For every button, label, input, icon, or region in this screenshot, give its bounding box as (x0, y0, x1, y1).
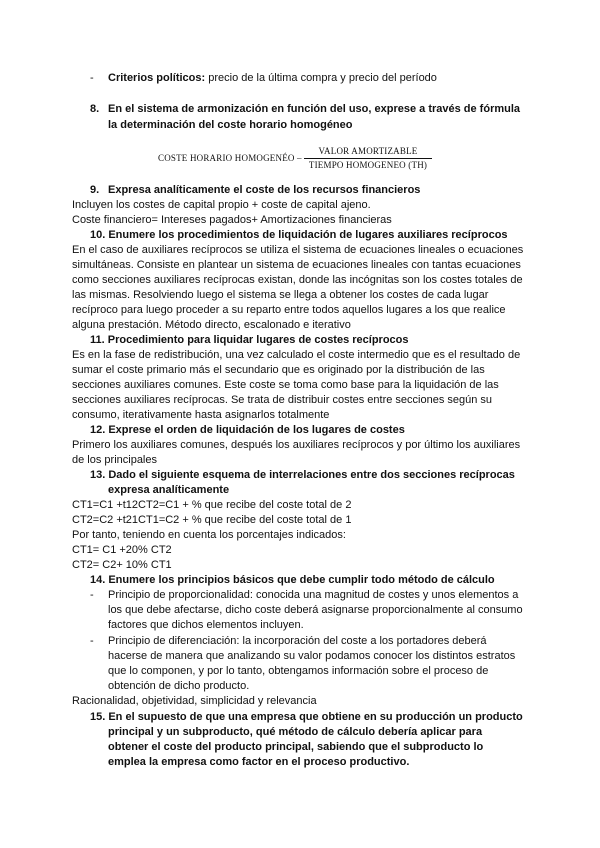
formula-fraction (304, 146, 432, 171)
bullet-dash: - (90, 589, 94, 601)
question-title: la determinación del coste horario homogéneo (108, 119, 353, 131)
question-title: 13. Dado el siguiente esquema de interrelaciones entre dos secciones recíprocas (90, 469, 515, 481)
formula-lhs: COSTE HORARIO HOMOGENÉO – (158, 153, 302, 163)
answer-line: consumo, iterativamente hasta asignarlos totalmente (72, 409, 330, 421)
formula-numerator: VALOR AMORTIZABLE (318, 146, 418, 156)
bullet-line: Principio de proporcionalidad: conocida una magnitud de costes y unos elementos a (108, 589, 519, 601)
bullet-bold-label: Criterios políticos: (108, 72, 206, 84)
bullet-line: los que debe afectarse, dicho coste deberá asignarse proporcionalmente al consumo (108, 604, 523, 616)
cost-formula (158, 146, 448, 172)
question-title: 11. Procedimiento para liquidar lugares de costes recíprocos (90, 334, 409, 346)
answer-line: secciones auxiliares recíprocas. Se trata de distribuir costes entre secciones según su (72, 394, 493, 406)
bullet-line: hacerse de manera que analizando su valor podamos conocer los distintos estratos (108, 650, 516, 662)
answer-line: Incluyen los costes de capital propio + coste de capital ajeno. (72, 199, 371, 211)
formula-denominator: TIEMPO HOMOGENEO (TH) (308, 160, 428, 170)
question-title: 12. Exprese el orden de liquidación de los lugares de costes (90, 424, 405, 436)
question-title: Expresa analíticamente el coste de los recursos financieros (108, 184, 421, 196)
answer-line: alguna prestación. Método directo, escalonado e iterativo (72, 319, 351, 331)
answer-line: sumar el coste primario más el secundario que es originado por la distribución de las (72, 364, 485, 376)
answer-line: Es en la fase de redistribución, una vez calculado el coste intermedio que es el resultado de (72, 349, 521, 361)
answer-line: las mismas. Resolviendo luego el sistema se llega a obtener los costes de cada lugar (72, 289, 489, 301)
answer-line: Por tanto, teniendo en cuenta los porcentajes indicados: (72, 529, 346, 541)
answer-line: Coste financiero= Intereses pagados+ Amortizaciones financieras (72, 214, 392, 226)
bullet-text: precio de la última compra y precio del período (205, 72, 437, 84)
question-number: 8. (90, 103, 100, 115)
equation-line: CT1= C1 +20% CT2 (72, 544, 172, 556)
answer-line: de los principales (72, 454, 157, 466)
question-title: 14. Enumere los principios básicos que debe cumplir todo método de cálculo (90, 574, 495, 586)
question-title: obtener el coste del producto principal, sabiendo que el subproducto lo (108, 741, 484, 753)
answer-line: simultáneas. Consiste en plantear un sistema de ecuaciones lineales con tantas ecuaciones (72, 259, 521, 271)
question-title: 10. Enumere los procedimientos de liquidación de lugares auxiliares recíprocos (90, 229, 508, 241)
bullet-line: factores que dichos elementos incluyen. (108, 619, 304, 631)
answer-line: Primero los auxiliares comunes, después los auxiliares recíprocos y por último los auxiliares (72, 439, 521, 451)
intro-bullet (108, 71, 437, 86)
bullet-line: que lo componen, y por lo tanto, obtengamos información sobre el proceso de (108, 665, 489, 677)
question-number: 9. (90, 184, 100, 196)
bullet-line: Principio de diferenciación: la incorporación del coste a los portadores deberá (108, 635, 487, 647)
bullet-dash: - (90, 635, 94, 647)
question-title: En el sistema de armonización en función del uso, exprese a través de fórmula (108, 103, 521, 115)
answer-line: Racionalidad, objetividad, simplicidad y relevancia (72, 695, 317, 707)
equation-line: CT2=C2 +t21CT1=C2 + % que recibe del coste total de 1 (72, 514, 352, 526)
bullet-dash: - (90, 72, 94, 84)
answer-line: En el caso de auxiliares recíprocos se utiliza el sistema de ecuaciones lineales o ecuaciones (72, 244, 524, 256)
bullet-line: obtención de dicho producto. (108, 680, 250, 692)
answer-line: secciones auxiliares comunes. Este coste se toma como base para la liquidación de las (72, 379, 499, 391)
question-title: principal y un subproducto, qué método de cálculo debería aplicar para (108, 726, 483, 738)
answer-line: recíproco para luego proceder a su reparto entre todos aquellos lugares a los que realice (72, 304, 506, 316)
equation-line: CT2= C2+ 10% CT1 (72, 559, 172, 571)
fraction-bar (304, 158, 432, 159)
equation-line: CT1=C1 +t12CT2=C1 + % que recibe del coste total de 2 (72, 499, 352, 511)
answer-line: como secciones auxiliares recíprocas existan, donde las incógnitas son los costes totales de (72, 274, 523, 286)
question-title: 15. En el supuesto de que una empresa que obtiene en su producción un producto (90, 711, 523, 723)
question-title: emplea la empresa como factor en el proceso productivo. (108, 756, 410, 768)
question-title: expresa analíticamente (108, 484, 230, 496)
